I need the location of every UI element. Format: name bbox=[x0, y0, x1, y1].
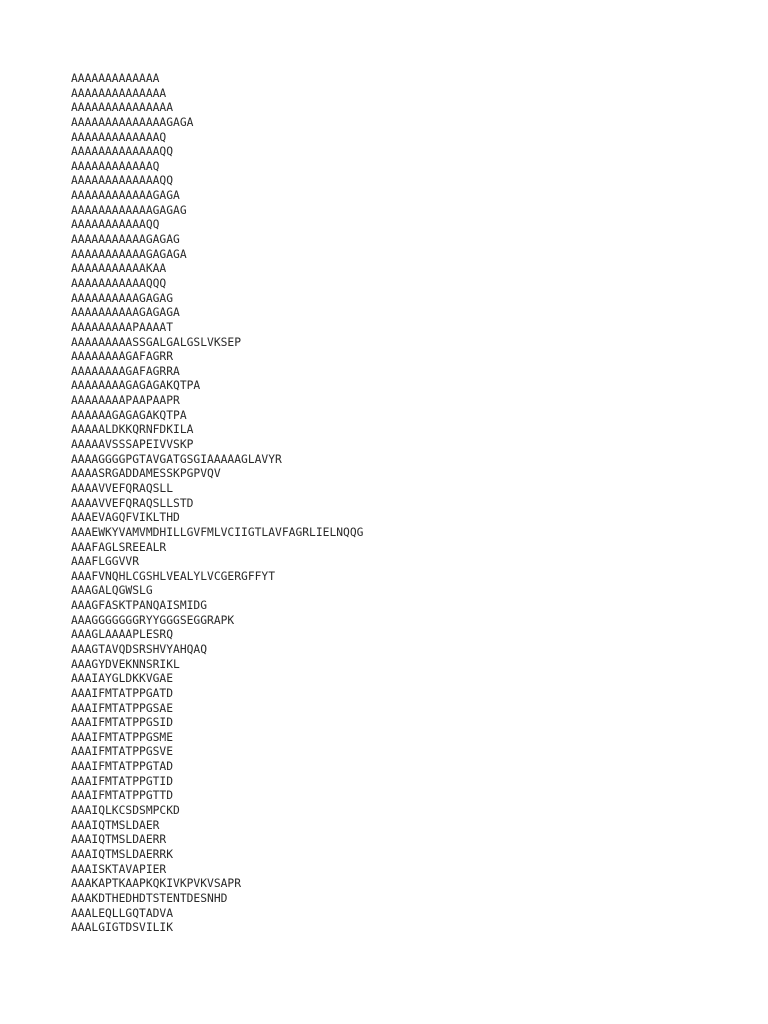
sequence-line: AAAAVVEFQRAQSLL bbox=[71, 481, 174, 495]
sequence-line: AAALGIGTDSVILIK bbox=[71, 921, 174, 935]
sequence-line: AAAIFMTATPPGATD bbox=[71, 686, 174, 700]
sequence-line: AAAGFASKTPANQAISMIDG bbox=[71, 599, 208, 613]
sequence-line: AAAAAAAAAAAAGAGA bbox=[71, 189, 180, 203]
sequence-line: AAAAAAAAAAAGAGAG bbox=[71, 233, 180, 247]
sequence-line: AAAKDTHEDHDTSTENTDESNHD bbox=[71, 891, 228, 905]
sequence-line: AAAAAAAAAAAAAQQ bbox=[71, 174, 174, 188]
sequence-line: AAAAAAAAAAAAGAGAG bbox=[71, 203, 187, 217]
sequence-line: AAAIAYGLDKKVGAE bbox=[71, 672, 174, 686]
sequence-line: AAAAAAAAGAGAGAKQTPA bbox=[71, 379, 201, 393]
sequence-line: AAAAAAAAAAAAAQ bbox=[71, 130, 167, 144]
sequence-line: AAAAAAAAAAAQQQ bbox=[71, 276, 167, 290]
document-page bbox=[71, 72, 751, 936]
sequence-line: AAAAAVSSSAPEIVVSKP bbox=[71, 438, 194, 452]
sequence-line: AAAIFMTATPPGSID bbox=[71, 716, 174, 730]
sequence-line: AAAAAAGAGAGAKQTPA bbox=[71, 408, 187, 422]
sequence-line: AAAAAAAAAAAAQ bbox=[71, 159, 160, 173]
sequence-line: AAAIQLKCSDSMPCKD bbox=[71, 804, 180, 818]
sequence-line: AAAAAAAAGAFAGRRA bbox=[71, 364, 180, 378]
sequence-line: AAAIQTMSLDAER bbox=[71, 818, 160, 832]
sequence-line: AAAAAAAAAAAQQ bbox=[71, 218, 160, 232]
sequence-line: AAAIQTMSLDAERR bbox=[71, 833, 167, 847]
sequence-line: AAAAAAAAAAAAA bbox=[71, 72, 160, 85]
sequence-line: AAAIFMTATPPGSME bbox=[71, 730, 174, 744]
sequence-list bbox=[71, 72, 751, 936]
sequence-line: AAAASRGADDAMESSKPGPVQV bbox=[71, 467, 221, 481]
sequence-line: AAAIFMTATPPGSVE bbox=[71, 745, 174, 759]
sequence-line: AAAISKTAVAPIER bbox=[71, 862, 167, 876]
sequence-line: AAAAAAAAAPAAAAT bbox=[71, 320, 174, 334]
sequence-line: AAAFLGGVVR bbox=[71, 555, 140, 569]
sequence-line: AAAAAAAAAAAGAGAGA bbox=[71, 247, 187, 261]
sequence-line: AAAFAGLSREEALR bbox=[71, 540, 167, 554]
sequence-line: AAAGYDVEKNNSRIKL bbox=[71, 657, 180, 671]
sequence-line: AAAAGGGGPGTAVGATGSGIAAAAAGLAVYR bbox=[71, 452, 282, 466]
sequence-line: AAAGGGGGGGRYYGGGSEGGRAPK bbox=[71, 613, 235, 627]
sequence-line: AAAAAAAAAAAAAAGAGA bbox=[71, 115, 194, 129]
sequence-line: AAAAAAAAAAAKAA bbox=[71, 262, 167, 276]
sequence-line: AAAAALDKKQRNFDKILA bbox=[71, 423, 194, 437]
sequence-line: AAAAAAAAAAAAAAA bbox=[71, 101, 174, 115]
sequence-line: AAAEWKYVAMVMDHILLGVFMLVCIIGTLAVFAGRLIELNQQG bbox=[71, 525, 364, 539]
sequence-line: AAAAVVEFQRAQSLLSTD bbox=[71, 496, 194, 510]
sequence-line: AAAAAAAAAAGAGAGA bbox=[71, 306, 180, 320]
sequence-line: AAALEQLLGQTADVA bbox=[71, 906, 174, 920]
sequence-line: AAAGALQGWSLG bbox=[71, 584, 153, 598]
sequence-line: AAAAAAAAGAFAGRR bbox=[71, 350, 174, 364]
sequence-line: AAAAAAAAAAGAGAG bbox=[71, 291, 174, 305]
sequence-line: AAAAAAAAPAAPAAPR bbox=[71, 394, 180, 408]
sequence-line: AAAIFMTATPPGTID bbox=[71, 774, 174, 788]
sequence-line: AAAAAAAAAAAAAQQ bbox=[71, 145, 174, 159]
sequence-line: AAAFVNQHLCGSHLVEALYLVCGERGFFYT bbox=[71, 569, 276, 583]
sequence-line: AAAIFMTATPPGTTD bbox=[71, 789, 174, 803]
sequence-line: AAAIQTMSLDAERRK bbox=[71, 847, 174, 861]
sequence-line: AAAIFMTATPPGSAE bbox=[71, 701, 174, 715]
sequence-line: AAAEVAGQFVIKLTHD bbox=[71, 511, 180, 525]
sequence-line: AAAGLAAAAPLESRQ bbox=[71, 628, 174, 642]
sequence-line: AAAAAAAAAAAAAA bbox=[71, 86, 167, 100]
sequence-line: AAAKAPTKAAPKQKIVKPVKVSAPR bbox=[71, 877, 242, 891]
sequence-line: AAAAAAAAASSGALGALGSLVKSEP bbox=[71, 335, 242, 349]
sequence-line: AAAIFMTATPPGTAD bbox=[71, 760, 174, 774]
sequence-line: AAAGTAVQDSRSHVYAHQAQ bbox=[71, 642, 208, 656]
